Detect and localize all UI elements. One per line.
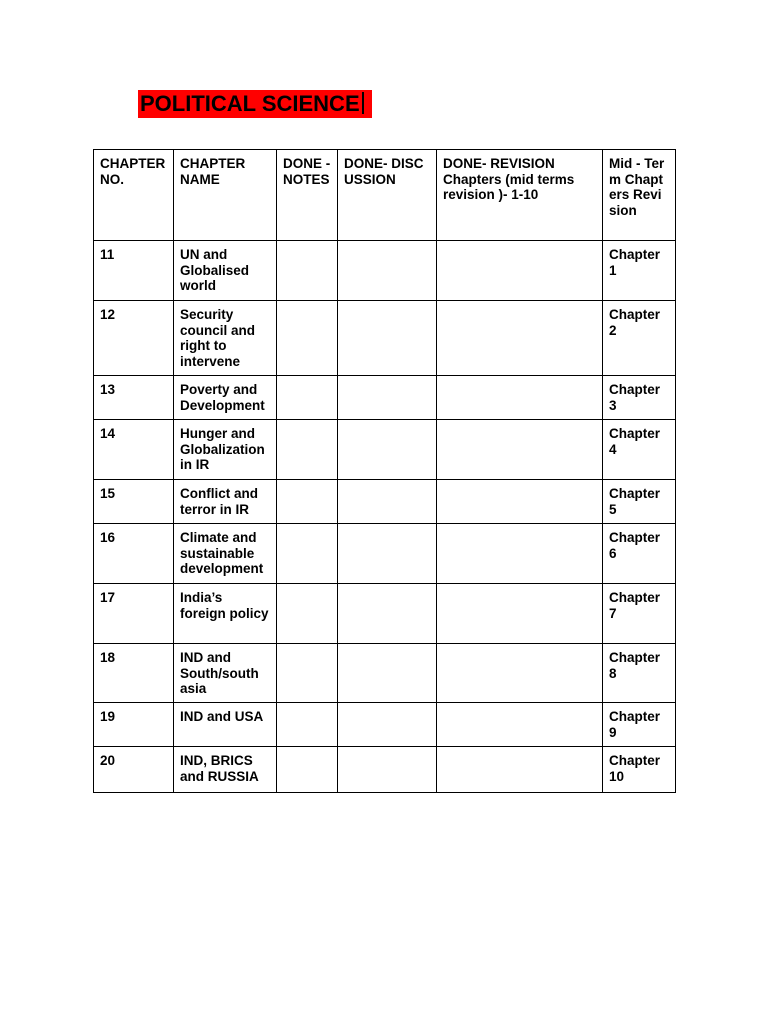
chapter-name-cell: Conflict and terror in IR (174, 480, 277, 524)
chapter-no-cell: 14 (94, 420, 174, 480)
page-title: POLITICAL SCIENCE (138, 90, 372, 118)
chapter-table (93, 149, 676, 793)
table-row (94, 703, 676, 747)
done-revision-cell (437, 747, 603, 793)
done-revision-cell (437, 703, 603, 747)
chapter-no-cell: 11 (94, 241, 174, 301)
mid-term-chapter-cell: Chapter 8 (603, 644, 676, 703)
table-row (94, 376, 676, 420)
table-row (94, 747, 676, 793)
chapter-name-cell: IND and South/south asia (174, 644, 277, 703)
chapter-no-cell: 18 (94, 644, 174, 703)
done-discussion-cell (338, 644, 437, 703)
done-notes-cell (277, 376, 338, 420)
done-discussion-cell (338, 703, 437, 747)
chapter-no-cell: 13 (94, 376, 174, 420)
done-notes-cell (277, 301, 338, 376)
done-notes-cell (277, 747, 338, 793)
done-notes-cell (277, 584, 338, 644)
header-mid-term-revision: Mid - Term Chapters Revision (603, 150, 676, 241)
chapter-name-cell: Security council and right to intervene (174, 301, 277, 376)
done-discussion-cell (338, 584, 437, 644)
header-done-discussion: DONE- DISCUSSION (338, 150, 437, 241)
done-discussion-cell (338, 524, 437, 584)
mid-term-chapter-cell: Chapter 6 (603, 524, 676, 584)
mid-term-chapter-cell: Chapter 9 (603, 703, 676, 747)
done-discussion-cell (338, 376, 437, 420)
chapter-name-cell: Hunger and Globalization in IR (174, 420, 277, 480)
done-notes-cell (277, 703, 338, 747)
chapter-no-cell: 15 (94, 480, 174, 524)
done-discussion-cell (338, 301, 437, 376)
mid-term-chapter-cell: Chapter 3 (603, 376, 676, 420)
done-discussion-cell (338, 241, 437, 301)
chapter-no-cell: 20 (94, 747, 174, 793)
mid-term-chapter-cell: Chapter 10 (603, 747, 676, 793)
done-revision-cell (437, 420, 603, 480)
done-revision-cell (437, 241, 603, 301)
done-revision-cell (437, 524, 603, 584)
done-discussion-cell (338, 420, 437, 480)
header-chapter-name: CHAPTER NAME (174, 150, 277, 241)
table-row (94, 420, 676, 480)
table-row (94, 241, 676, 301)
header-done-revision: DONE- REVISION Chapters (mid terms revision )- 1-10 (437, 150, 603, 241)
done-revision-cell (437, 301, 603, 376)
chapter-name-cell: Poverty and Development (174, 376, 277, 420)
table-row (94, 584, 676, 644)
chapter-no-cell: 16 (94, 524, 174, 584)
chapter-name-cell: IND and USA (174, 703, 277, 747)
mid-term-chapter-cell: Chapter 4 (603, 420, 676, 480)
done-revision-cell (437, 584, 603, 644)
table-row (94, 301, 676, 376)
header-done-notes: DONE - NOTES (277, 150, 338, 241)
done-revision-cell (437, 480, 603, 524)
chapter-name-cell: India’s foreign policy (174, 584, 277, 644)
done-revision-cell (437, 376, 603, 420)
chapter-name-cell: UN and Globalised world (174, 241, 277, 301)
chapter-name-cell: Climate and sustainable development (174, 524, 277, 584)
done-revision-cell (437, 644, 603, 703)
table-row (94, 644, 676, 703)
chapter-no-cell: 17 (94, 584, 174, 644)
mid-term-chapter-cell: Chapter 1 (603, 241, 676, 301)
table-row (94, 480, 676, 524)
table-row (94, 524, 676, 584)
header-chapter-no: CHAPTER NO. (94, 150, 174, 241)
chapter-no-cell: 12 (94, 301, 174, 376)
done-discussion-cell (338, 747, 437, 793)
done-discussion-cell (338, 480, 437, 524)
done-notes-cell (277, 420, 338, 480)
mid-term-chapter-cell: Chapter 2 (603, 301, 676, 376)
done-notes-cell (277, 241, 338, 301)
mid-term-chapter-cell: Chapter 5 (603, 480, 676, 524)
done-notes-cell (277, 644, 338, 703)
done-notes-cell (277, 524, 338, 584)
chapter-name-cell: IND, BRICS and RUSSIA (174, 747, 277, 793)
chapter-no-cell: 19 (94, 703, 174, 747)
table-header-row (94, 150, 676, 241)
mid-term-chapter-cell: Chapter 7 (603, 584, 676, 644)
done-notes-cell (277, 480, 338, 524)
